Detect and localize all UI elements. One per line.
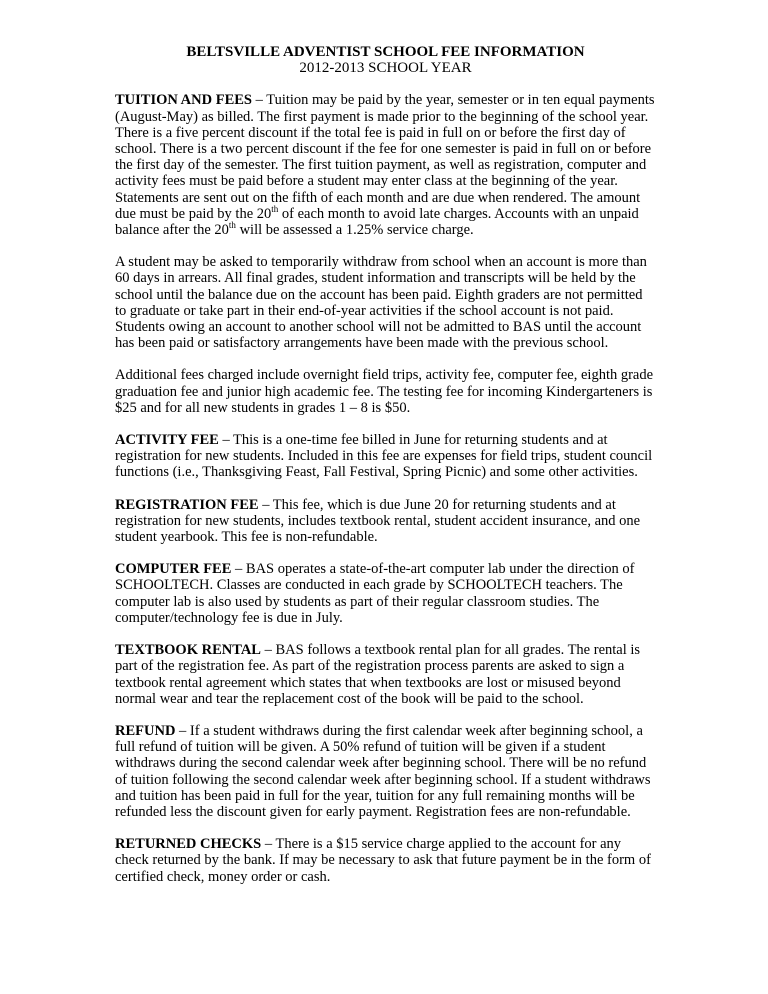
section-heading-refund: REFUND <box>115 722 176 739</box>
paragraph-text: – BAS operates a state-of-the-art computer lab under the direction of SCHOOLTECH. Classes are conducted in each grade by SCHOOLTECH teachers. The computer lab is also used by students as part of their regular classroom studies. The computer/technology fee is due in July. <box>115 561 635 626</box>
paragraph-computer-fee <box>115 561 656 626</box>
paragraph-activity-fee <box>115 432 656 481</box>
section-heading-returned-checks: RETURNED CHECKS <box>115 836 262 853</box>
paragraph-text: – This is a one-time fee billed in June for returning students and at registration for new students. Included in this fee are expenses for field trips, student council functions (i.e., Thanksgiving Feast, Fall Festival, Spring Picnic) and some other activities. <box>115 432 653 481</box>
paragraph-additional-fees <box>115 367 656 416</box>
section-heading-textbook-rental: TEXTBOOK RENTAL <box>115 642 261 659</box>
paragraph-text: – Tuition may be paid by the year, semester or in ten equal payments (August-May) as billed. The first payment is made prior to the beginning of the school year. There is a five percent discount if the total fee is paid in full on or before the first day of school. There is a two percent discount if the fee for one semester is paid in full on or before the first day of the semester. The first tuition payment, as well as registration, computer and activity fees must be paid before a student may enter class at the beginning of the year. Statements are sent out on the fifth of each month and are due when rendered. The amount due must be paid by the 20 <box>115 92 655 222</box>
paragraph-text: A student may be asked to temporarily withdraw from school when an account is more than 60 days in arrears. All final grades, student information and transcripts will be held by the school until the balance due on the account has been paid. Eighth graders are not permitted to graduate or take part in their end-of-year activities if the school account is not paid. Students owing an account to another school will not be admitted to BAS until the account has been paid or satisfactory arrangements have been made with the previous school. <box>115 254 647 352</box>
paragraph-text: of each month to avoid late charges. Accounts with an unpaid balance after the 20 <box>115 205 639 239</box>
paragraph-text: Additional fees charged include overnight field trips, activity fee, computer fee, eighth grade graduation fee and junior high academic fee. The testing fee for incoming Kindergarteners is $25 and for all new students in grades 1 – 8 is $50. <box>115 367 654 416</box>
paragraph-text: – There is a $15 service charge applied to the account for any check returned by the bank. If may be necessary to ask that future payment be in the form of certified check, money order or cash. <box>115 836 651 885</box>
document-subtitle: 2012-2013 SCHOOL YEAR <box>299 60 472 77</box>
paragraph-registration-fee <box>115 497 656 546</box>
document-title: BELTSVILLE ADVENTIST SCHOOL FEE INFORMATION <box>186 44 585 60</box>
paragraph-text: – This fee, which is due June 20 for returning students and at registration for new students, includes textbook rental, student accident insurance, and one student yearbook. This fee is non-refundable. <box>115 496 641 546</box>
section-heading-tuition-and-fees: TUITION AND FEES <box>115 92 252 109</box>
superscript-th: th <box>271 204 279 214</box>
section-heading-activity-fee: ACTIVITY FEE <box>115 432 219 449</box>
paragraph-returned-checks <box>115 836 656 885</box>
paragraph-text: will be assessed a 1.25% service charge. <box>235 222 474 239</box>
superscript-th: th <box>228 220 236 231</box>
section-heading-registration-fee: REGISTRATION FEE <box>115 496 259 513</box>
section-heading-computer-fee: COMPUTER FEE <box>115 561 232 578</box>
paragraph-withdrawal-policy <box>115 254 656 351</box>
paragraph-text: – BAS follows a textbook rental plan for all grades. The rental is part of the registration fee. As part of the registration process parents are asked to sign a textbook rental agreement which states that when textbooks are lost or misused beyond normal wear and tear the replacement cost of the book will be paid to the school. <box>115 642 641 707</box>
paragraph-tuition-and-fees <box>115 92 656 238</box>
paragraph-text: – If a student withdraws during the first calendar week after beginning school, a full refund of tuition will be given. A 50% refund of tuition will be given if a student withdraws during the second calendar week after beginning school. There will be no refund of tuition following the second calendar week after beginning school. If a student withdraws and tuition has been paid in full for the year, tuition for any full remaining months will be refunded less the discount given for early payment. Registration fees are non-refundable. <box>115 722 651 820</box>
paragraph-refund <box>115 723 656 820</box>
paragraph-textbook-rental <box>115 642 656 707</box>
